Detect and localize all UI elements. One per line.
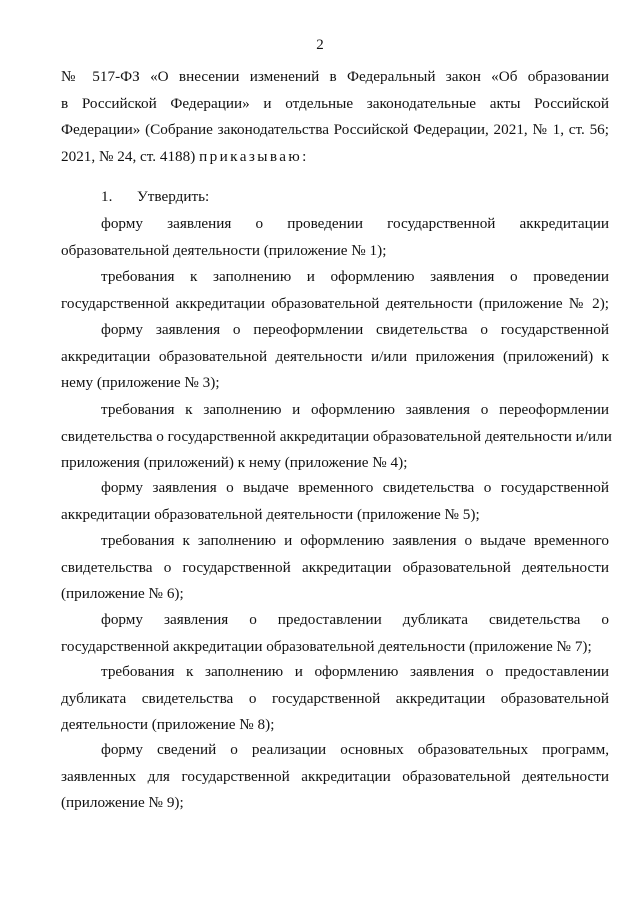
paragraph-line: (приложение № 9); [61, 794, 184, 811]
paragraph-line: приложения (приложений) к нему (приложение № 4); [61, 454, 408, 471]
intro-citation: 2021, № 24, ст. 4188) [61, 147, 196, 165]
paragraph-line: заявленных для государственной аккредитации образовательной деятельности [61, 767, 609, 785]
paragraph-appendix-3 [61, 317, 609, 397]
paragraph-line: (приложение № 6); [61, 585, 184, 602]
paragraph-line: деятельности (приложение № 8); [61, 716, 275, 733]
paragraph-line: требования к заполнению и оформлению заявления о выдаче временного [101, 532, 609, 549]
order-word: приказываю: [199, 147, 309, 165]
paragraph-line: государственной аккредитации образовательной деятельности (приложение № 2); [61, 294, 609, 312]
intro-line: Федерации» (Собрание законодательства Российской Федерации, 2021, № 1, ст. 56; [61, 121, 609, 138]
paragraph-appendix-1 [61, 211, 609, 264]
intro-line: № 517-ФЗ «О внесении изменений в Федеральный закон «Об образовании [61, 68, 609, 85]
paragraph-line: требования к заполнению и оформлению заявления о проведении [101, 268, 609, 285]
paragraph-line: форму сведений о реализации основных образовательных программ, [101, 741, 609, 758]
paragraph-appendix-7 [61, 607, 609, 660]
paragraph-line: дубликата свидетельства о государственной аккредитации образовательной [61, 689, 609, 707]
paragraph-line: аккредитации образовательной деятельности и/или приложения (приложений) к [61, 347, 609, 365]
paragraph-appendix-2 [61, 264, 609, 317]
paragraph-line: нему (приложение № 3); [61, 374, 220, 391]
paragraph-line: государственной аккредитации образовательной деятельности (приложение № 7); [61, 637, 592, 655]
paragraph-appendix-6 [61, 528, 609, 608]
paragraph-line: свидетельства о государственной аккредитации образовательной деятельности [61, 558, 609, 576]
intro-line: в Российской Федерации» и отдельные законодательные акты Российской [61, 94, 609, 112]
paragraph-appendix-5 [61, 475, 609, 528]
paragraph-line: требования к заполнению и оформлению заявления о предоставлении [101, 663, 609, 680]
item-number: 1. [101, 188, 113, 205]
paragraph-line: форму заявления о переоформлении свидетельства о государственной [101, 321, 609, 338]
page-number: 2 [316, 37, 324, 53]
paragraph-line: форму заявления о проведении государственной аккредитации [101, 215, 609, 232]
item-heading-line [61, 184, 609, 211]
paragraph-appendix-9 [61, 737, 609, 817]
paragraph-line: форму заявления о предоставлении дубликата свидетельства о [101, 611, 609, 628]
paragraph-line: форму заявления о выдаче временного свидетельства о государственной [101, 479, 609, 496]
intro-last-line [61, 144, 609, 171]
paragraph-appendix-8 [61, 659, 609, 739]
paragraph-line: аккредитации образовательной деятельности (приложение № 5); [61, 505, 480, 523]
item-heading [61, 184, 609, 211]
paragraph-line: образовательной деятельности (приложение № 1); [61, 241, 387, 259]
paragraph-appendix-4 [61, 397, 612, 477]
intro-paragraph [61, 64, 609, 170]
item-label: Утвердить: [137, 188, 210, 205]
paragraph-line: требования к заполнению и оформлению заявления о переоформлении [101, 401, 609, 418]
paragraph-line: свидетельства о государственной аккредитации образовательной деятельности и/или [61, 427, 612, 445]
